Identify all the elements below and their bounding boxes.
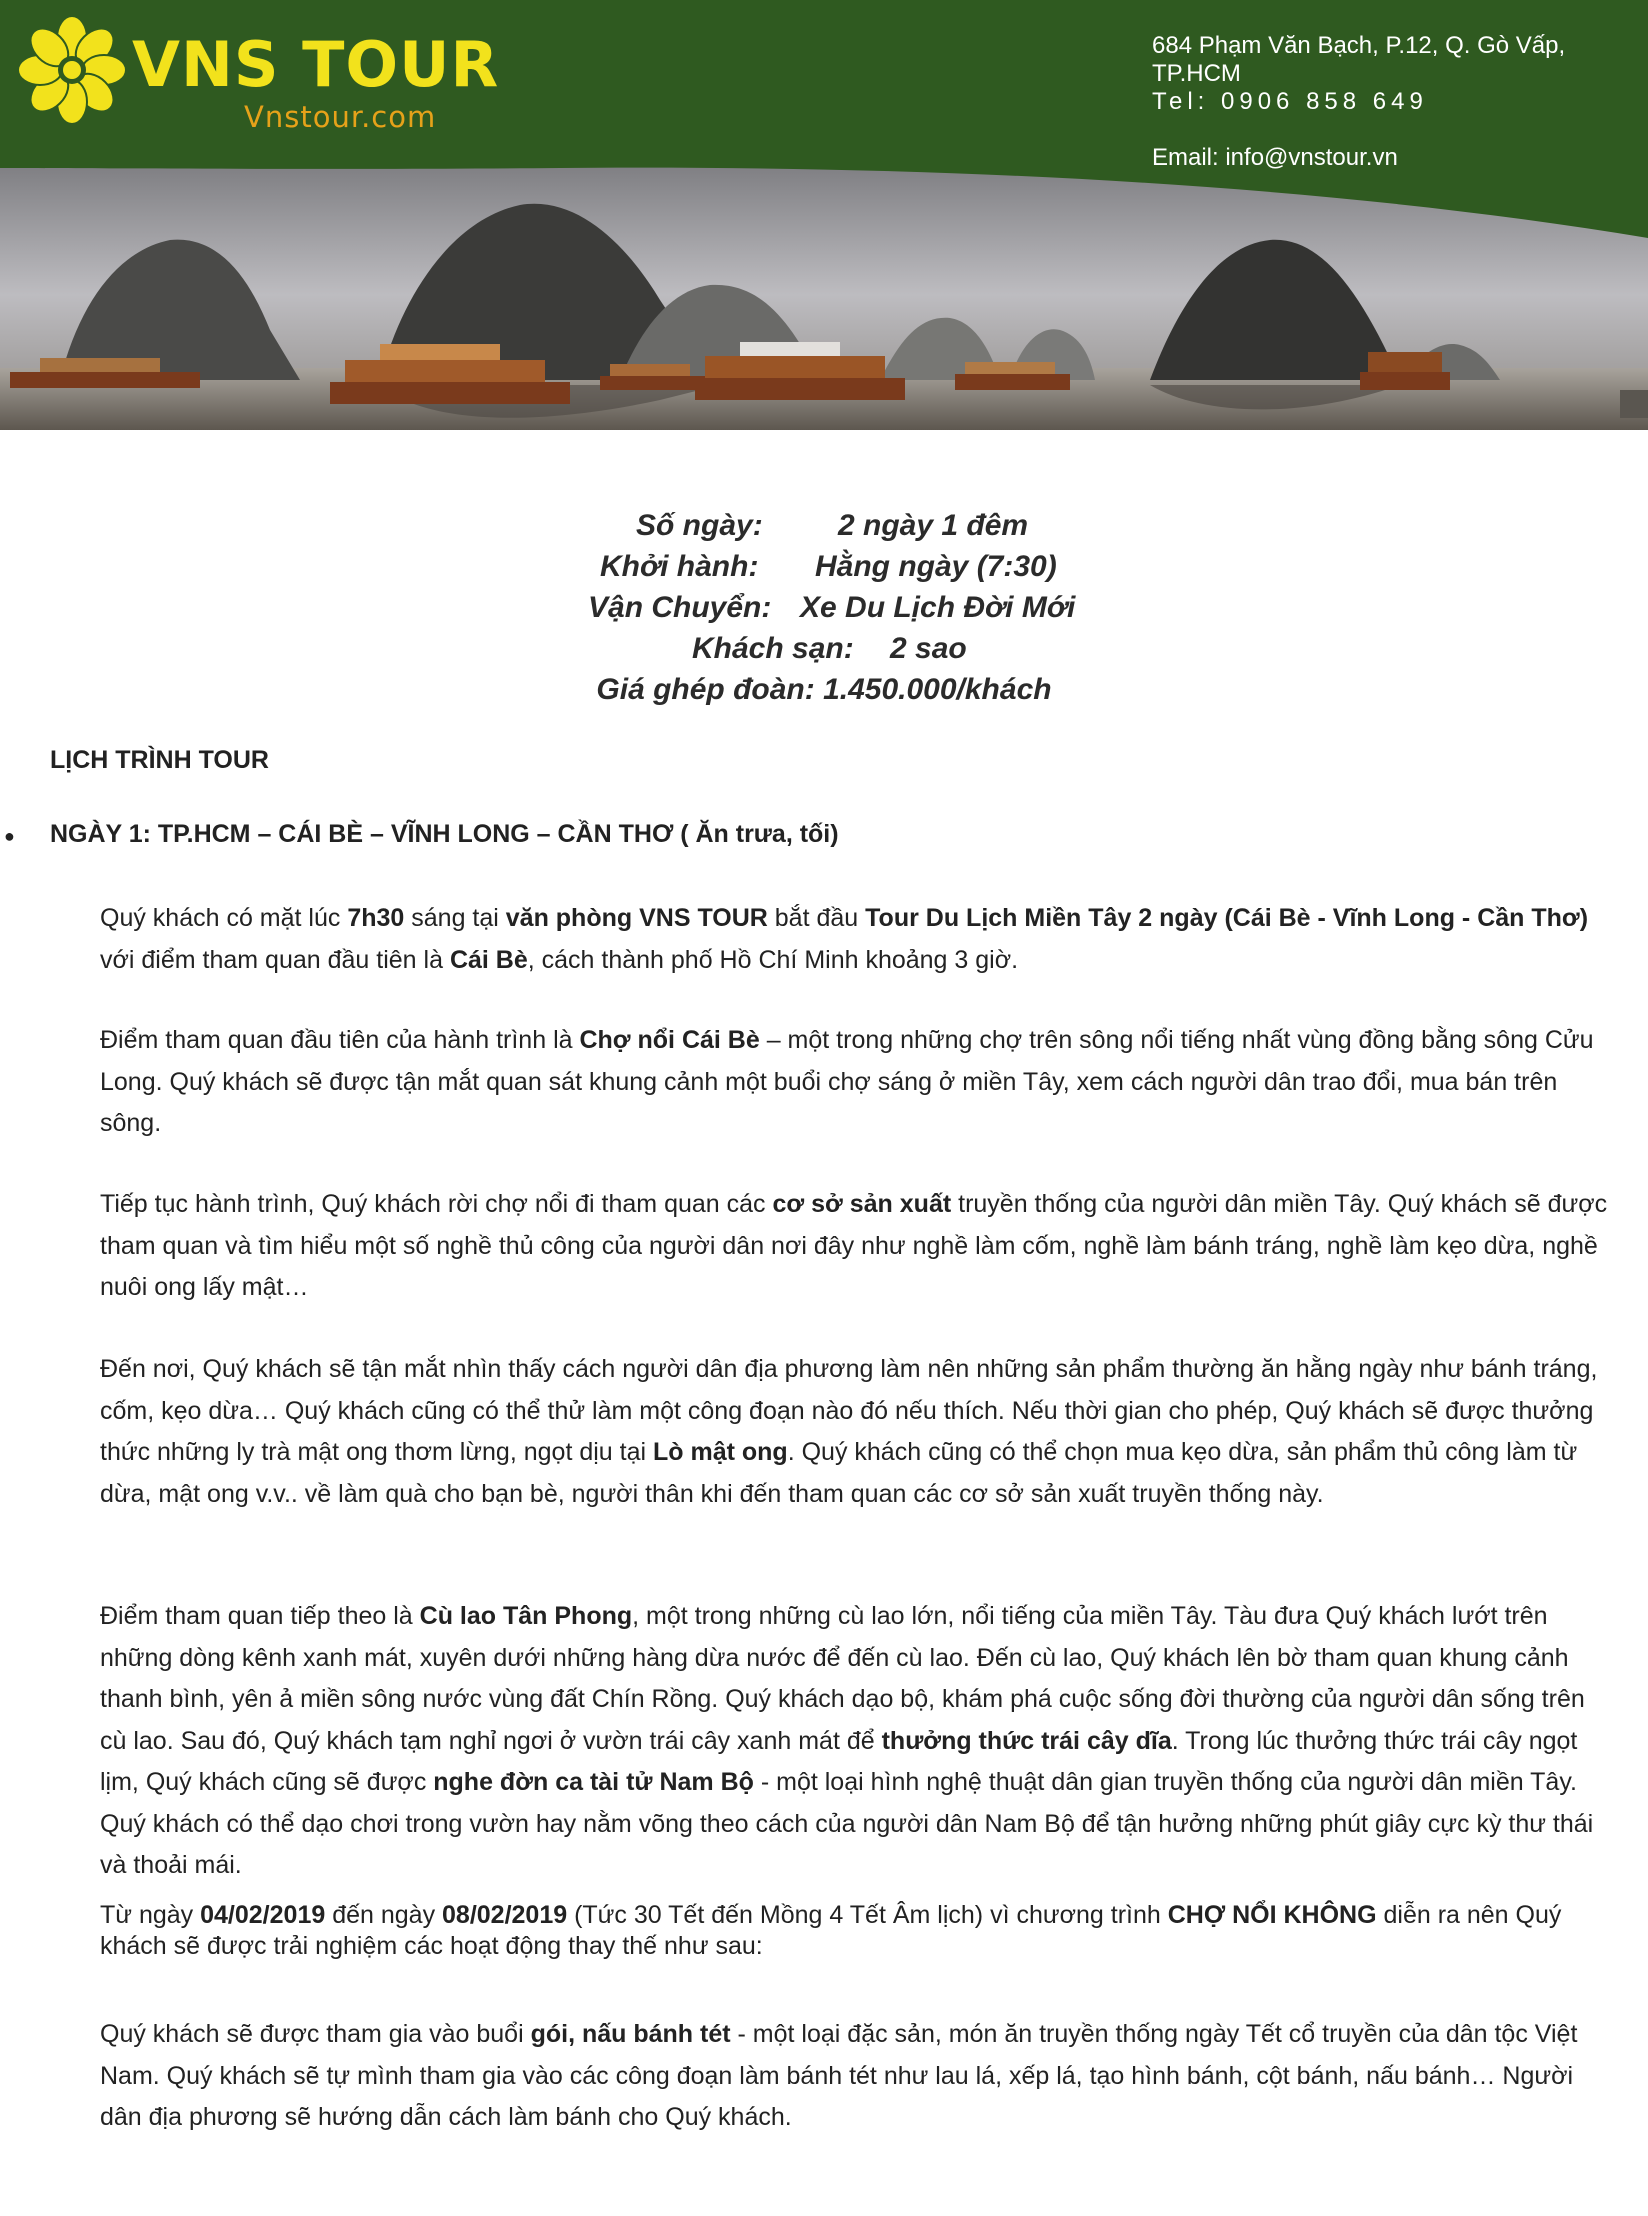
departure-label: Khởi hành: <box>600 550 759 583</box>
days-value: 2 ngày 1 đêm <box>838 509 1029 542</box>
text-run: . Trong lúc thưởng thức trái cây ngọt lịm, Quý khách cũng sẽ được <box>100 1726 1578 1796</box>
text-run: sáng tại <box>404 904 506 932</box>
company-phone[interactable]: Tel: 0906 858 649 <box>1152 88 1428 115</box>
text-run: Quý khách sẽ được tham gia vào buổi <box>100 2020 531 2048</box>
office-name: văn phòng VNS TOUR <box>505 904 768 932</box>
text-run: Điểm tham quan tiếp theo là <box>100 1602 420 1630</box>
days-label: Số ngày: <box>636 509 763 542</box>
banh-tet-activity: gói, nấu bánh tét <box>530 2020 731 2048</box>
text-run: – một trong những chợ trên sông nổi tiếng nhất vùng đồng bằng sông Cửu Long. Quý khách sẽ được tận mắt quan sát khung cảnh một buổi chợ sáng ở miền Tây, xem cách người dân trao đổi, mua bán trên sông. <box>100 1026 1594 1137</box>
paragraph-workshops <box>100 1184 1612 1309</box>
transport-value: Xe Du Lịch Đời Mới <box>800 591 1076 624</box>
day1-title: NGÀY 1: TP.HCM – CÁI BÈ – VĨNH LONG – CẦN THƠ ( Ăn trưa, tối) <box>50 820 839 848</box>
paragraph-local-products <box>100 1349 1612 1515</box>
text-run: Từ ngày <box>100 1901 201 1929</box>
brand-name: VNS TOUR <box>132 28 500 101</box>
text-run: diễn ra nên Quý khách sẽ được trải nghiệm các hoạt động thay thế như sau: <box>100 1901 1562 1960</box>
paragraph-tet-notice <box>100 1900 1612 1962</box>
fruit-tasting: thưởng thức trái cây dĩa <box>881 1726 1172 1755</box>
start-date: 04/02/2019 <box>200 1901 326 1929</box>
text-run: Tiếp tục hành trình, Quý khách rời chợ nổi đi tham quan các <box>100 1190 773 1218</box>
text-run: - một loại đặc sản, món ăn truyền thống ngày Tết cổ truyền của dân tộc Việt Nam. Quý khách sẽ tự mình tham gia vào các công đoạn làm bánh tét như lau lá, xếp lá, tạo hình bánh, cột bánh, nấu bánh… Người dân địa phương sẽ hướng dẫn cách làm bánh cho Quý khách. <box>100 2020 1578 2131</box>
paragraph-banh-tet <box>100 2014 1612 2139</box>
text-run: - một loại hình nghệ thuật dân gian truyền thống của người dân miền Tây. Quý khách có thể dạo chơi trong vườn hay nằm võng theo cách của người dân Nam Bộ để tận hưởng những phút giây cực kỳ thư thái và thoải mái. <box>100 1768 1594 1879</box>
bullet-icon: ● <box>4 826 15 846</box>
text-run: . Quý khách cũng có thể chọn mua kẹo dừa, sản phẩm thủ công làm từ dừa, mật ong v.v.. về làm quà cho bạn bè, người thân khi đến tham quan các cơ sở sản xuất truyền thống này. <box>100 1438 1578 1508</box>
transport-label: Vận Chuyển: <box>588 591 772 624</box>
workshops-term: cơ sở sản xuất <box>772 1190 952 1218</box>
itinerary-heading: LỊCH TRÌNH TOUR <box>50 746 269 774</box>
text-run: , một trong những cù lao lớn, nổi tiếng của miền Tây. Tàu đưa Quý khách lướt trên những dòng kênh xanh mát, xuyên dưới những hàng dừa nước để đến cù lao. Đến cù lao, Quý khách lên bờ tham quan khung cảnh thanh bình, yên ả miền sông nước vùng đất Chín Rồng. Quý khách dạo bộ, khám phá cuộc sống đời thường của người dân sống trên cù lao. Sau đó, Quý khách tạm nghỉ ngơi ở vườn trái cây xanh mát để <box>100 1602 1585 1755</box>
header-banner <box>0 0 1648 430</box>
folk-music: nghe đờn ca tài tử Nam Bộ <box>433 1768 754 1796</box>
honey-farm-name: Lò mật ong <box>653 1438 788 1466</box>
company-address: 684 Phạm Văn Bạch, P.12, Q. Gò Vấp, TP.HCM <box>1152 32 1566 87</box>
text-run: đến ngày <box>325 1901 443 1929</box>
paragraph-arrival <box>100 898 1612 981</box>
company-email[interactable]: Email: info@vnstour.vn <box>1152 144 1398 171</box>
text-run: với điểm tham quan đầu tiên là <box>100 945 450 974</box>
group-price: Giá ghép đoàn: 1.450.000/khách <box>596 673 1052 706</box>
text-run: Đến nơi, Quý khách sẽ tận mắt nhìn thấy cách người dân địa phương làm nên những sản phẩm thường ăn hằng ngày như bánh tráng, cốm, kẹo dừa… Quý khách cũng có thể thử làm một công đoạn nào đó nếu thích. Nếu thời gian cho phép, Quý khách sẽ được thưởng thức những ly trà mật ong thơm lừng, ngọt dịu tại <box>100 1355 1598 1466</box>
program-notice: CHỢ NỔI KHÔNG <box>1167 1901 1377 1929</box>
text-run: , cách thành phố Hồ Chí Minh khoảng 3 giờ. <box>527 945 1019 974</box>
departure-value: Hằng ngày (7:30) <box>815 550 1057 583</box>
text-run: Điểm tham quan đầu tiên của hành trình là <box>100 1026 580 1054</box>
first-destination: Cái Bè <box>449 945 528 974</box>
tour-name: Tour Du Lịch Miền Tây 2 ngày (Cái Bè - Vĩnh Long - Cần Thơ) <box>865 904 1589 932</box>
text-run: truyền thống của người dân miền Tây. Quý khách sẽ được tham quan và tìm hiểu một số nghề thủ công của người dân nơi đây như nghề làm cốm, nghề làm bánh tráng, nghề làm kẹo dừa, nghề nuôi ong lấy mật… <box>100 1190 1608 1301</box>
paragraph-floating-market <box>100 1020 1612 1145</box>
meeting-time: 7h30 <box>347 904 405 932</box>
text-run: (Tức 30 Tết đến Mồng 4 Tết Âm lịch) vì chương trình <box>567 1901 1168 1929</box>
paragraph-tan-phong-islet <box>100 1596 1612 1887</box>
lotus-flower-logo-icon <box>16 14 128 126</box>
text-run: Quý khách có mặt lúc <box>100 904 348 932</box>
text-run: bắt đầu <box>767 904 866 932</box>
hotel-value: 2 sao <box>890 632 967 665</box>
end-date: 08/02/2019 <box>442 1901 568 1929</box>
floating-market-name: Chợ nổi Cái Bè <box>579 1026 760 1054</box>
hotel-label: Khách sạn: <box>692 632 854 665</box>
brand-website[interactable]: Vnstour.com <box>244 100 437 134</box>
islet-name: Cù lao Tân Phong <box>419 1602 633 1630</box>
